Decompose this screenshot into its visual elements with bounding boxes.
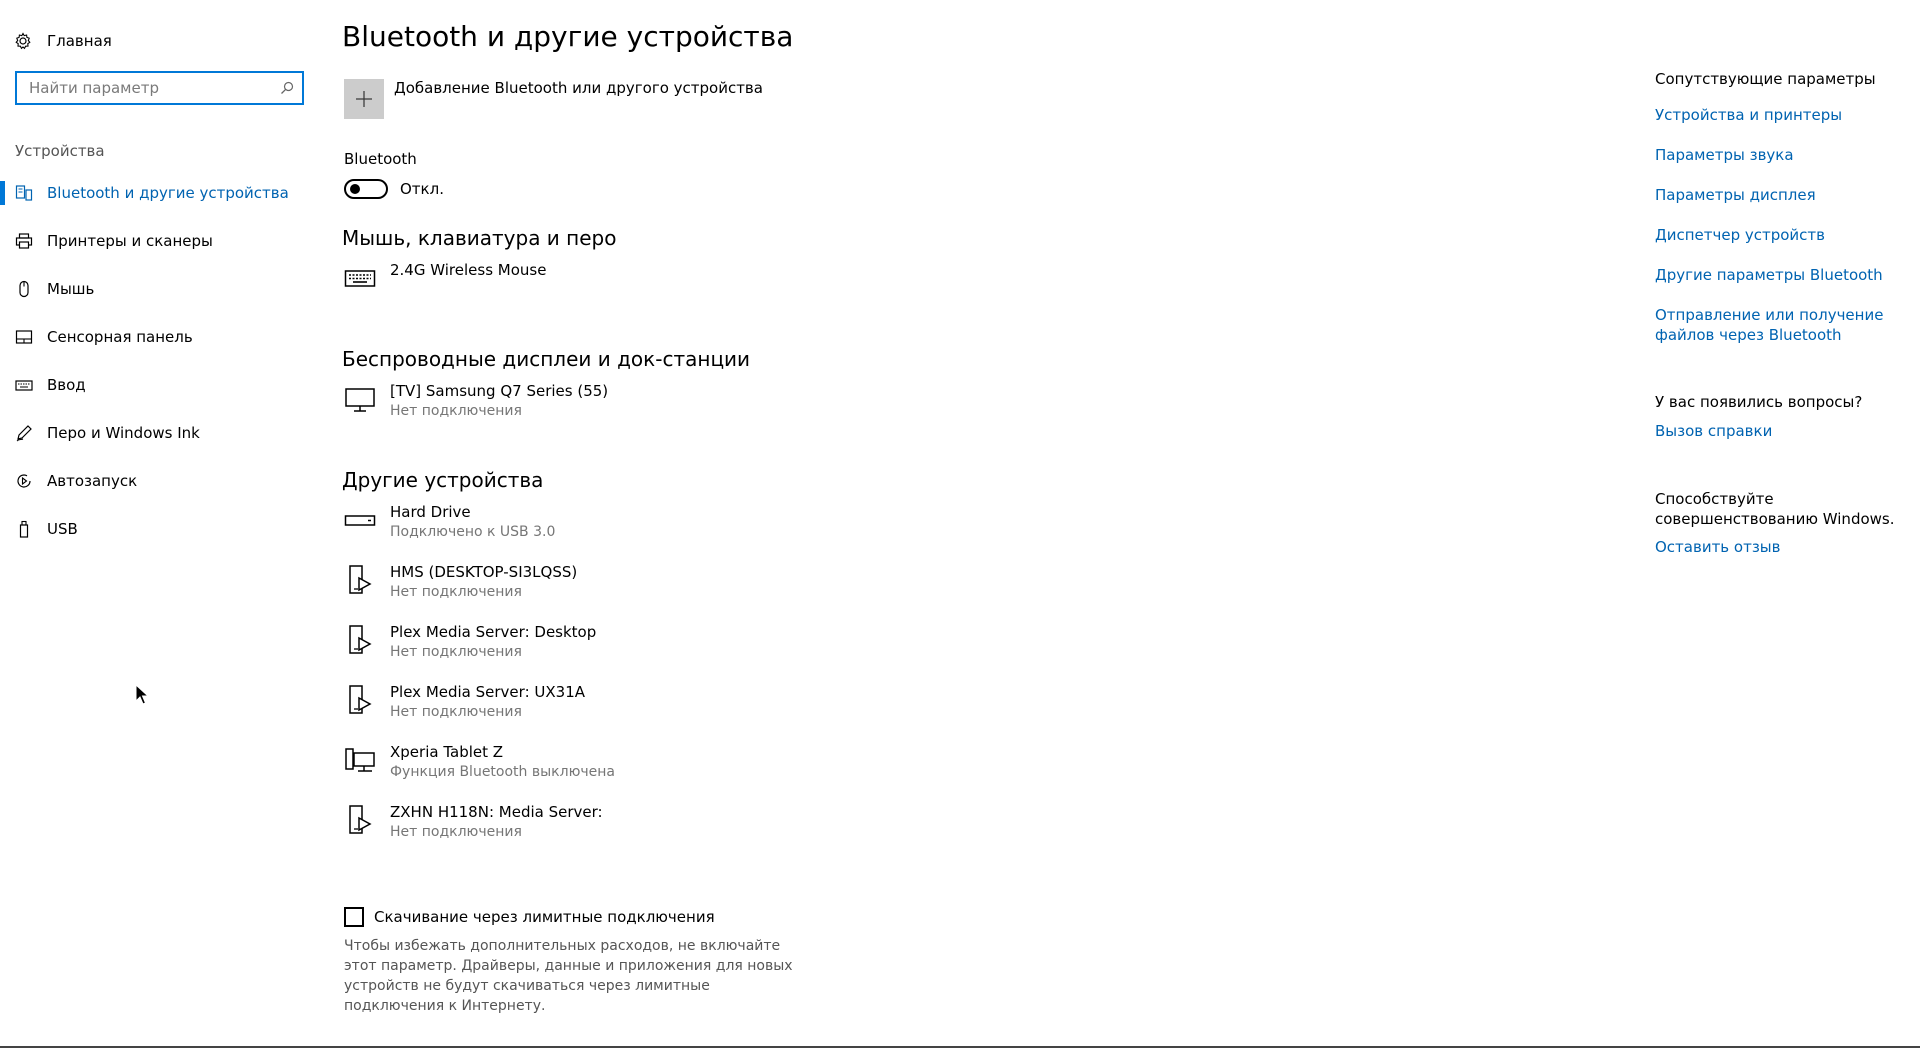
home-label: Главная	[47, 32, 112, 50]
group-title-displays: Беспроводные дисплеи и док-станции	[342, 347, 751, 371]
device-status: Нет подключения	[390, 403, 522, 419]
link-more-bluetooth[interactable]: Другие параметры Bluetooth	[1655, 266, 1883, 284]
device-status: Нет подключения	[390, 824, 522, 840]
sidebar-item-label: Сенсорная панель	[47, 328, 193, 346]
group-title-other: Другие устройства	[342, 468, 544, 492]
metered-label: Скачивание через лимитные подключения	[374, 908, 715, 926]
section-title-devices: Устройства	[15, 142, 105, 160]
sidebar-item-label: Ввод	[47, 376, 86, 394]
device-name: HMS (DESKTOP-SI3LQSS)	[390, 563, 578, 581]
autoplay-icon	[15, 472, 33, 490]
device-name: 2.4G Wireless Mouse	[390, 261, 547, 279]
improve-text-line2: совершенствованию Windows.	[1655, 510, 1895, 528]
related-heading: Сопутствующие параметры	[1655, 70, 1876, 88]
device-name: Plex Media Server: Desktop	[390, 623, 597, 641]
device-status: Нет подключения	[390, 584, 522, 600]
sidebar-item-mouse[interactable]	[0, 269, 320, 309]
toggle-switch[interactable]	[344, 179, 388, 199]
sidebar-item-label: Bluetooth и другие устройства	[47, 184, 289, 202]
computer-device-icon	[344, 744, 376, 776]
metered-download-checkbox[interactable]	[344, 907, 715, 927]
link-get-help[interactable]: Вызов справки	[1655, 422, 1773, 440]
sidebar-item-usb[interactable]	[0, 509, 320, 549]
media-device-icon	[344, 804, 376, 836]
device-status: Нет подключения	[390, 644, 522, 660]
link-give-feedback[interactable]: Оставить отзыв	[1655, 538, 1781, 556]
checkbox[interactable]	[344, 907, 364, 927]
device-name: ZXHN H118N: Media Server:	[390, 803, 603, 821]
sidebar-item-typing[interactable]	[0, 365, 320, 405]
device-status: Подключено к USB 3.0	[390, 524, 556, 540]
questions-heading: У вас появились вопросы?	[1655, 393, 1863, 411]
sidebar-item-autoplay[interactable]	[0, 461, 320, 501]
printer-icon	[15, 232, 33, 250]
device-name: Hard Drive	[390, 503, 471, 521]
media-device-icon	[344, 564, 376, 596]
pen-icon	[15, 424, 33, 442]
plus-icon	[355, 90, 373, 108]
media-device-icon	[344, 624, 376, 656]
link-device-manager[interactable]: Диспетчер устройств	[1655, 226, 1826, 244]
sidebar-item-bluetooth[interactable]	[0, 173, 320, 213]
sidebar-item-label: Мышь	[47, 280, 95, 298]
sidebar	[0, 0, 320, 1048]
mouse-icon	[15, 280, 33, 298]
sidebar-item-pen[interactable]	[0, 413, 320, 453]
usb-icon	[15, 520, 33, 538]
device-status: Функция Bluetooth выключена	[390, 764, 615, 780]
device-name: Xperia Tablet Z	[390, 743, 504, 761]
link-display-settings[interactable]: Параметры дисплея	[1655, 186, 1816, 204]
link-devices-printers[interactable]: Устройства и принтеры	[1655, 106, 1843, 124]
sidebar-item-label: Принтеры и сканеры	[47, 232, 213, 250]
device-item[interactable]	[344, 562, 577, 602]
add-device-label: Добавление Bluetooth или другого устройства	[394, 79, 763, 97]
add-tile[interactable]	[344, 79, 384, 119]
search-box[interactable]	[15, 71, 304, 105]
main-content	[342, 0, 1592, 1048]
sidebar-item-touchpad[interactable]	[0, 317, 320, 357]
device-item[interactable]	[344, 742, 615, 782]
sidebar-item-label: Перо и Windows Ink	[47, 424, 200, 442]
search-icon[interactable]	[280, 81, 294, 95]
mouse-cursor-icon	[135, 684, 149, 706]
gear-icon	[14, 32, 32, 50]
device-item[interactable]	[344, 502, 555, 542]
touchpad-icon	[15, 328, 33, 346]
device-item[interactable]	[344, 260, 546, 294]
device-item[interactable]	[344, 622, 596, 662]
add-device-button[interactable]	[344, 79, 763, 119]
link-send-files-line2[interactable]: файлов через Bluetooth	[1655, 326, 1842, 344]
device-status: Нет подключения	[390, 704, 522, 720]
sidebar-item-label: Автозапуск	[47, 472, 138, 490]
sidebar-item-label: USB	[47, 520, 78, 538]
group-title-input: Мышь, клавиатура и перо	[342, 226, 617, 250]
bluetooth-toggle[interactable]	[344, 179, 444, 199]
search-input[interactable]	[27, 78, 280, 98]
device-name: Plex Media Server: UX31A	[390, 683, 585, 701]
bluetooth-devices-icon	[15, 184, 33, 202]
home-button[interactable]	[14, 30, 112, 52]
media-device-icon	[344, 684, 376, 716]
page-title: Bluetooth и другие устройства	[342, 20, 794, 53]
bluetooth-label: Bluetooth	[344, 150, 417, 168]
drive-icon	[344, 504, 376, 536]
device-item[interactable]	[344, 381, 608, 421]
device-item[interactable]	[344, 802, 603, 842]
device-name: [TV] Samsung Q7 Series (55)	[390, 382, 609, 400]
keyboard-icon	[344, 262, 376, 294]
link-sound-settings[interactable]: Параметры звука	[1655, 146, 1794, 164]
keyboard-icon	[15, 376, 33, 394]
link-send-files-line1[interactable]: Отправление или получение	[1655, 306, 1884, 324]
monitor-icon	[344, 383, 376, 415]
metered-description: Чтобы избежать дополнительных расходов, не включайте этот параметр. Драйверы, данные и приложения для новых устройств не будут скачиваться через лимитные подключения к Интернету.	[344, 938, 793, 1014]
improve-text-line1: Способствуйте	[1655, 490, 1774, 508]
device-item[interactable]	[344, 682, 585, 722]
bluetooth-state: Откл.	[400, 180, 444, 198]
sidebar-item-printers[interactable]	[0, 221, 320, 261]
